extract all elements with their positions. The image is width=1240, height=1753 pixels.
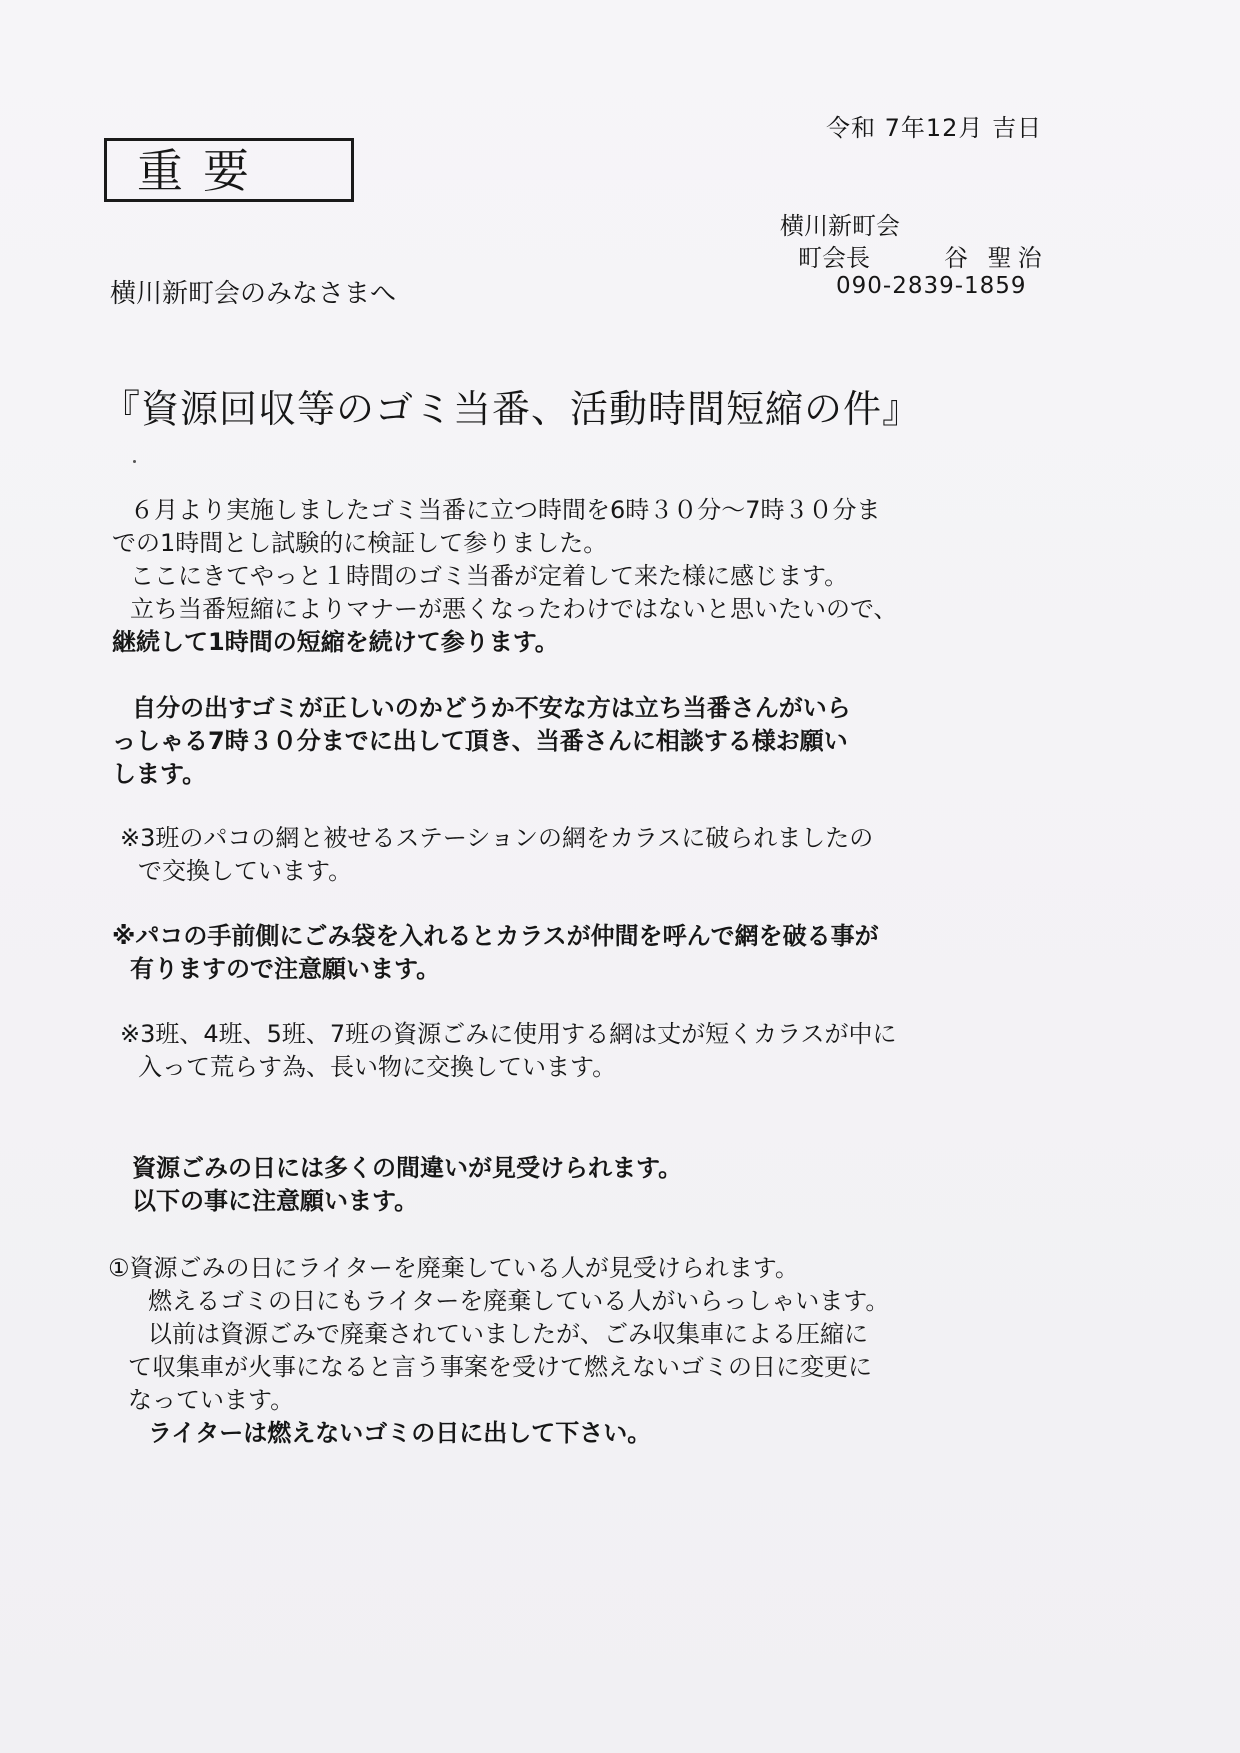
paragraph-line: 立ち当番短縮によりマナーが悪くなったわけではないと思いたいので、 — [130, 595, 898, 623]
chair-name: 谷 聖治 — [944, 244, 1048, 272]
paragraph-line: っしゃる7時３０分までに出して頂き、当番さんに相談する様お願い — [112, 727, 848, 755]
paragraph-line: 以下の事に注意願います。 — [132, 1187, 419, 1215]
paragraph-line: ※3班のパコの網と被せるステーションの網をカラスに破られましたの — [120, 824, 874, 852]
paragraph-line: 自分の出すゴミが正しいのかどうか不安な方は立ち当番さんがいら — [132, 694, 851, 722]
paragraph-line: ここにきてやっと１時間のゴミ当番が定着して来た様に感じます。 — [130, 562, 849, 590]
important-stamp-box — [104, 138, 354, 202]
paragraph-line: 以前は資源ごみで廃棄されていましたが、ごみ収集車による圧縮に — [148, 1320, 868, 1348]
paragraph-line: て収集車が火事になると言う事案を受けて燃えないゴミの日に変更に — [128, 1353, 872, 1381]
paragraph-line: ※3班、4班、5班、7班の資源ごみに使用する網は丈が短くカラスが中に — [120, 1020, 897, 1048]
paragraph-line: 有りますので注意願います。 — [130, 955, 441, 983]
chair-title: 町会長 — [798, 244, 870, 272]
item-lighter-disposal — [108, 1252, 889, 1450]
paragraph-line: ライターは燃えないゴミの日に出して下さい。 — [148, 1419, 652, 1447]
paragraph-line: ６月より実施しましたゴミ当番に立つ時間を6時３０分～7時３０分ま — [130, 496, 881, 524]
organization-name: 横川新町会 — [780, 212, 900, 240]
note-net-replaced — [120, 822, 873, 888]
paragraph-line: 入って荒らす為、長い物に交換しています。 — [138, 1053, 617, 1081]
margin-speck — [133, 460, 136, 463]
paragraph-line: 資源ごみの日には多くの間違いが見受けられます。 — [132, 1154, 683, 1182]
issue-date: 令和 7年12月 吉日 — [826, 114, 1043, 142]
paragraph-line: 燃えるゴミの日にもライターを廃棄している人がいらっしゃいます。 — [148, 1287, 890, 1315]
resource-day-notice — [132, 1152, 682, 1218]
paragraph-line: で交換しています。 — [138, 857, 353, 885]
phone-number: 090-2839-1859 — [836, 273, 1027, 299]
paragraph-line: ※パコの手前側にごみ袋を入れるとカラスが仲間を呼んで網を破る事が — [112, 922, 879, 950]
paragraph-line: します。 — [112, 760, 207, 788]
important-label: 重要 — [137, 144, 269, 198]
document-title: 『資源回収等のゴミ当番、活動時間短縮の件』 — [102, 387, 922, 431]
paragraph-line: ①資源ごみの日にライターを廃棄している人が見受けられます。 — [108, 1254, 799, 1282]
paragraph-line: での1時間とし試験的に検証して参りました。 — [112, 529, 608, 557]
paragraph-consult — [112, 692, 851, 791]
paragraph-line: なっています。 — [128, 1386, 295, 1414]
salutation: 横川新町会のみなさまへ — [110, 279, 397, 309]
note-crow-warning — [112, 920, 879, 986]
note-long-nets — [120, 1018, 896, 1084]
paragraph-trial — [112, 494, 898, 659]
paragraph-line: 継続して1時間の短縮を続けて参ります。 — [112, 628, 559, 656]
